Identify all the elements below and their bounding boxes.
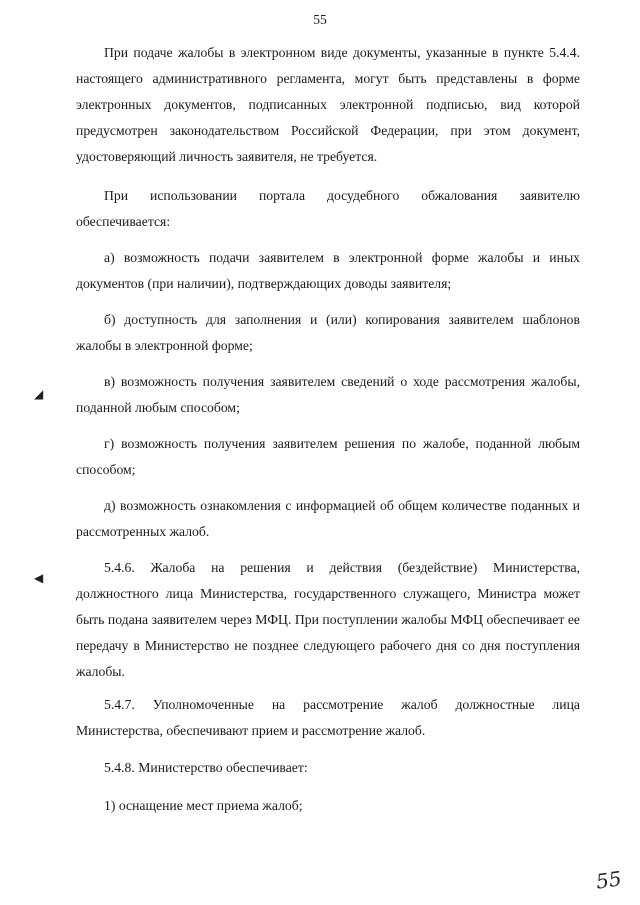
paragraph-item-v: в) возможность получения заявителем сведений о ходе рассмотрения жалобы, поданной любым способом; [76,374,580,415]
scan-mark: ◀ [34,571,44,585]
page-number: 55 [313,12,327,27]
paragraph-item-1: 1) оснащение мест приема жалоб; [104,798,303,813]
paragraph-5-4-8: 5.4.8. Министерство обеспечивает: [104,760,308,775]
paragraph-item-b: б) доступность для заполнения и (или) копирования заявителем шаблонов жалобы в электронной форме; [76,312,580,353]
paragraph-item-g: г) возможность получения заявителем решения по жалобе, поданной любым способом; [76,436,580,477]
paragraph-item-d: д) возможность ознакомления с информацией об общем количестве поданных и рассмотренных жалоб. [76,498,580,539]
paragraph-5-4-6: 5.4.6. Жалоба на решения и действия (бездействие) Министерства, должностного лица Министерства, государственного служащего, Министра может быть подана заявителем через МФЦ. При поступлении жалобы МФЦ обеспечивает ее передачу в Министерство не позднее следующего рабочего дня со дня поступления жалобы. [76,560,580,679]
paragraph-item-a: а) возможность подачи заявителем в электронной форме жалобы и иных документов (при наличии), подтверждающих доводы заявителя; [76,250,580,291]
paragraph-5-4-7: 5.4.7. Уполномоченные на рассмотрение жалоб должностные лица Министерства, обеспечивают прием и рассмотрение жалоб. [76,697,580,738]
handwritten-page-number: 55 [594,866,623,894]
paragraph-electronic-complaint: При подаче жалобы в электронном виде документы, указанные в пункте 5.4.4. настоящего административного регламента, могут быть представлены в форме электронных документов, подписанных электронной подписью, вид которой предусмотрен законодательством Российской Федерации, при этом документ, удостоверяющий личность заявителя, не требуется. [76,45,580,164]
scan-mark: ◢ [34,387,44,401]
paragraph-portal-intro: При использовании портала досудебного обжалования заявителю обеспечивается: [76,188,580,229]
